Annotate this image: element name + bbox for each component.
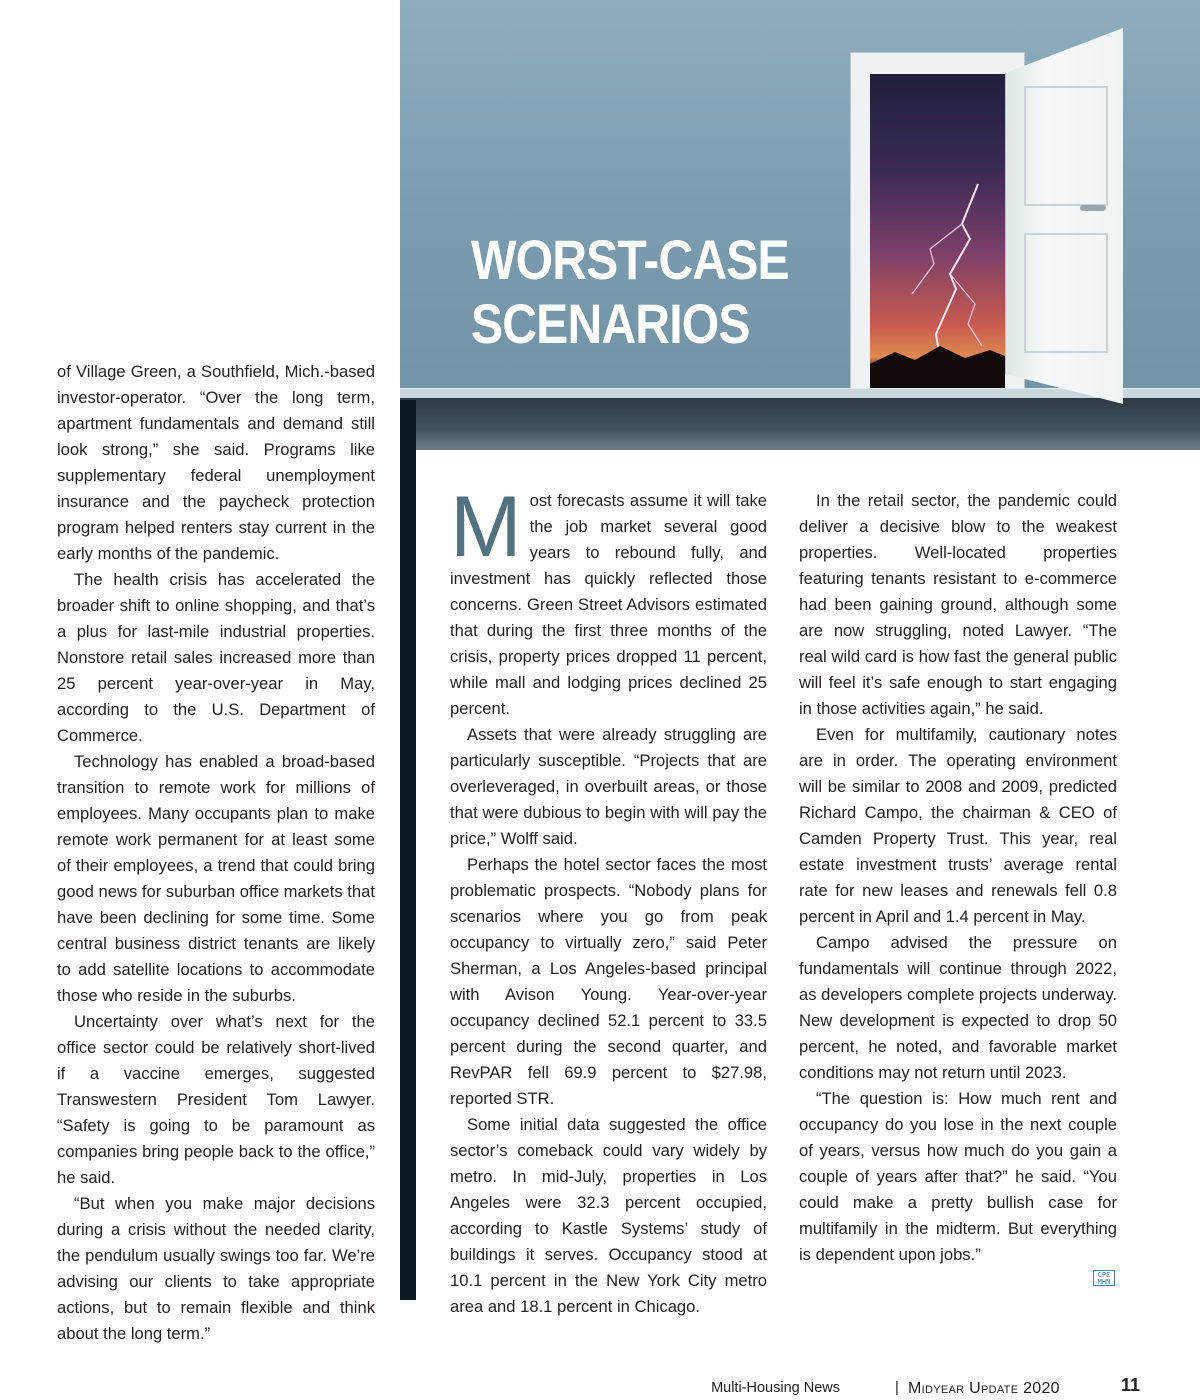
- paragraph: Some initial data suggested the office sector’s comeback could vary widely by metro. In mid-July, properties in Los Angeles were 32.3 percent occupied, according to Kastle Systems’ study of buildings it serves. Occupancy stood at 10.1 percent in the New York City metro area and 18.1 percent in Chicago.: [450, 1115, 767, 1316]
- door-handle-icon: [1080, 205, 1106, 211]
- accent-bar: [400, 400, 416, 1300]
- page-number: 11: [1120, 1375, 1140, 1395]
- left-column: [57, 359, 375, 1347]
- paragraph: Even for multifamily, cautionary notes are in order. The operating environment will be similar to 2008 and 2009, predicted Richard Campo, the chairman & CEO of Camden Property Trust. This year, real estate investment trusts’ average rental rate for new leases and renewals fell 0.8 percent in April and 1.4 percent in May.: [799, 725, 1117, 926]
- right-column: [799, 488, 1117, 1268]
- paragraph: Uncertainty over what’s next for the office sector could be relatively short-lived if a vaccine emerges, suggested Transwestern President Tom Lawyer. “Safety is going to be paramount as companies bring people back to the office,” he said.: [57, 1012, 375, 1187]
- paragraph: “But when you make major decisions during a crisis without the needed clarity, the pendulum usually swings too far. We’re advising our clients to take appropriate actions, but to remain flexible and think about the long term.”: [57, 1194, 375, 1343]
- paragraph: Technology has enabled a broad-based transition to remote work for millions of employees. Many occupants plan to make remote work permanent for at least some of their employees, a trend that could bring good news for suburban office markets that have been declining for some time. Some central business district tenants are likely to add satellite locations to accommodate those who reside in the suburbs.: [57, 752, 375, 1005]
- paragraph: The health crisis has accelerated the broader shift to online shopping, and that’s a plus for last-mile industrial properties. Nonstore retail sales increased more than 25 percent year-over-year in May, according to the U.S. Department of Commerce.: [57, 570, 375, 745]
- lightning-storm-image: [870, 74, 1005, 396]
- paragraph-with-drop-cap: [450, 479, 767, 722]
- door-panel-upper: [1024, 86, 1108, 206]
- issue-name: Midyear Update 2020: [908, 1380, 1060, 1397]
- open-door: [1005, 28, 1123, 404]
- article-headline: WORST-CASE SCENARIOS: [471, 228, 789, 355]
- floor: [400, 398, 1200, 450]
- paragraph: of Village Green, a Southfield, Mich.-based investor-operator. “Over the long term, apartment fundamentals and demand still look strong,” she said. Programs like supplementary federal unemployment insurance and the paycheck protection program helped renters stay current in the early months of the pandemic.: [57, 362, 375, 563]
- drop-cap: M: [450, 479, 522, 575]
- end-of-article-icon: CPE MHN: [1093, 1270, 1115, 1286]
- door-panel-lower: [1024, 233, 1108, 353]
- paragraph: In the retail sector, the pandemic could deliver a decisive blow to the weakest properties. Well-located properties featuring tenants resistant to e-commerce had been gaining ground, although some are now struggling, noted Lawyer. “The real wild card is how fast the general public will feel it’s safe enough to start engaging in those activities again,” he said.: [799, 491, 1117, 718]
- paragraph: “The question is: How much rent and occupancy do you lose in the next couple of years, versus how much do you gain a couple of years after that?” he said. “You could make a pretty bullish case for multifamily in the midterm. But everything is dependent upon jobs.”: [799, 1089, 1117, 1264]
- page-footer: [600, 1375, 1140, 1400]
- footer-separator: |: [895, 1380, 899, 1396]
- publication-name: Multi-Housing News: [711, 1380, 840, 1396]
- hero-image: [400, 0, 1200, 450]
- paragraph: Campo advised the pressure on fundamentals will continue through 2022, as developers complete projects underway. New development is expected to drop 50 percent, he noted, and favorable market conditions may not return until 2023.: [799, 933, 1117, 1082]
- middle-column: [450, 479, 767, 1320]
- paragraph: Perhaps the hotel sector faces the most problematic prospects. “Nobody plans for scenarios where you go from peak occupancy to virtually zero,” said Peter Sherman, a Los Angeles-based principal with Avison Young. Year-over-year occupancy declined 52.1 percent to 33.5 percent during the second quarter, and RevPAR fell 69.9 percent to $27.98, reported STR.: [450, 855, 767, 1108]
- paragraph-text: ost forecasts assume it will take the job market several good years to rebound fully, and investment has quickly reflected those concerns. Green Street Advisors estimated that during the first three months of the crisis, property prices dropped 11 percent, while mall and lodging prices declined 25 percent.: [450, 491, 767, 718]
- paragraph: Assets that were already struggling are particularly susceptible. “Projects that are overleveraged, in overbuilt areas, or those that were dubious to begin with will pay the price,” Wolff said.: [450, 725, 767, 848]
